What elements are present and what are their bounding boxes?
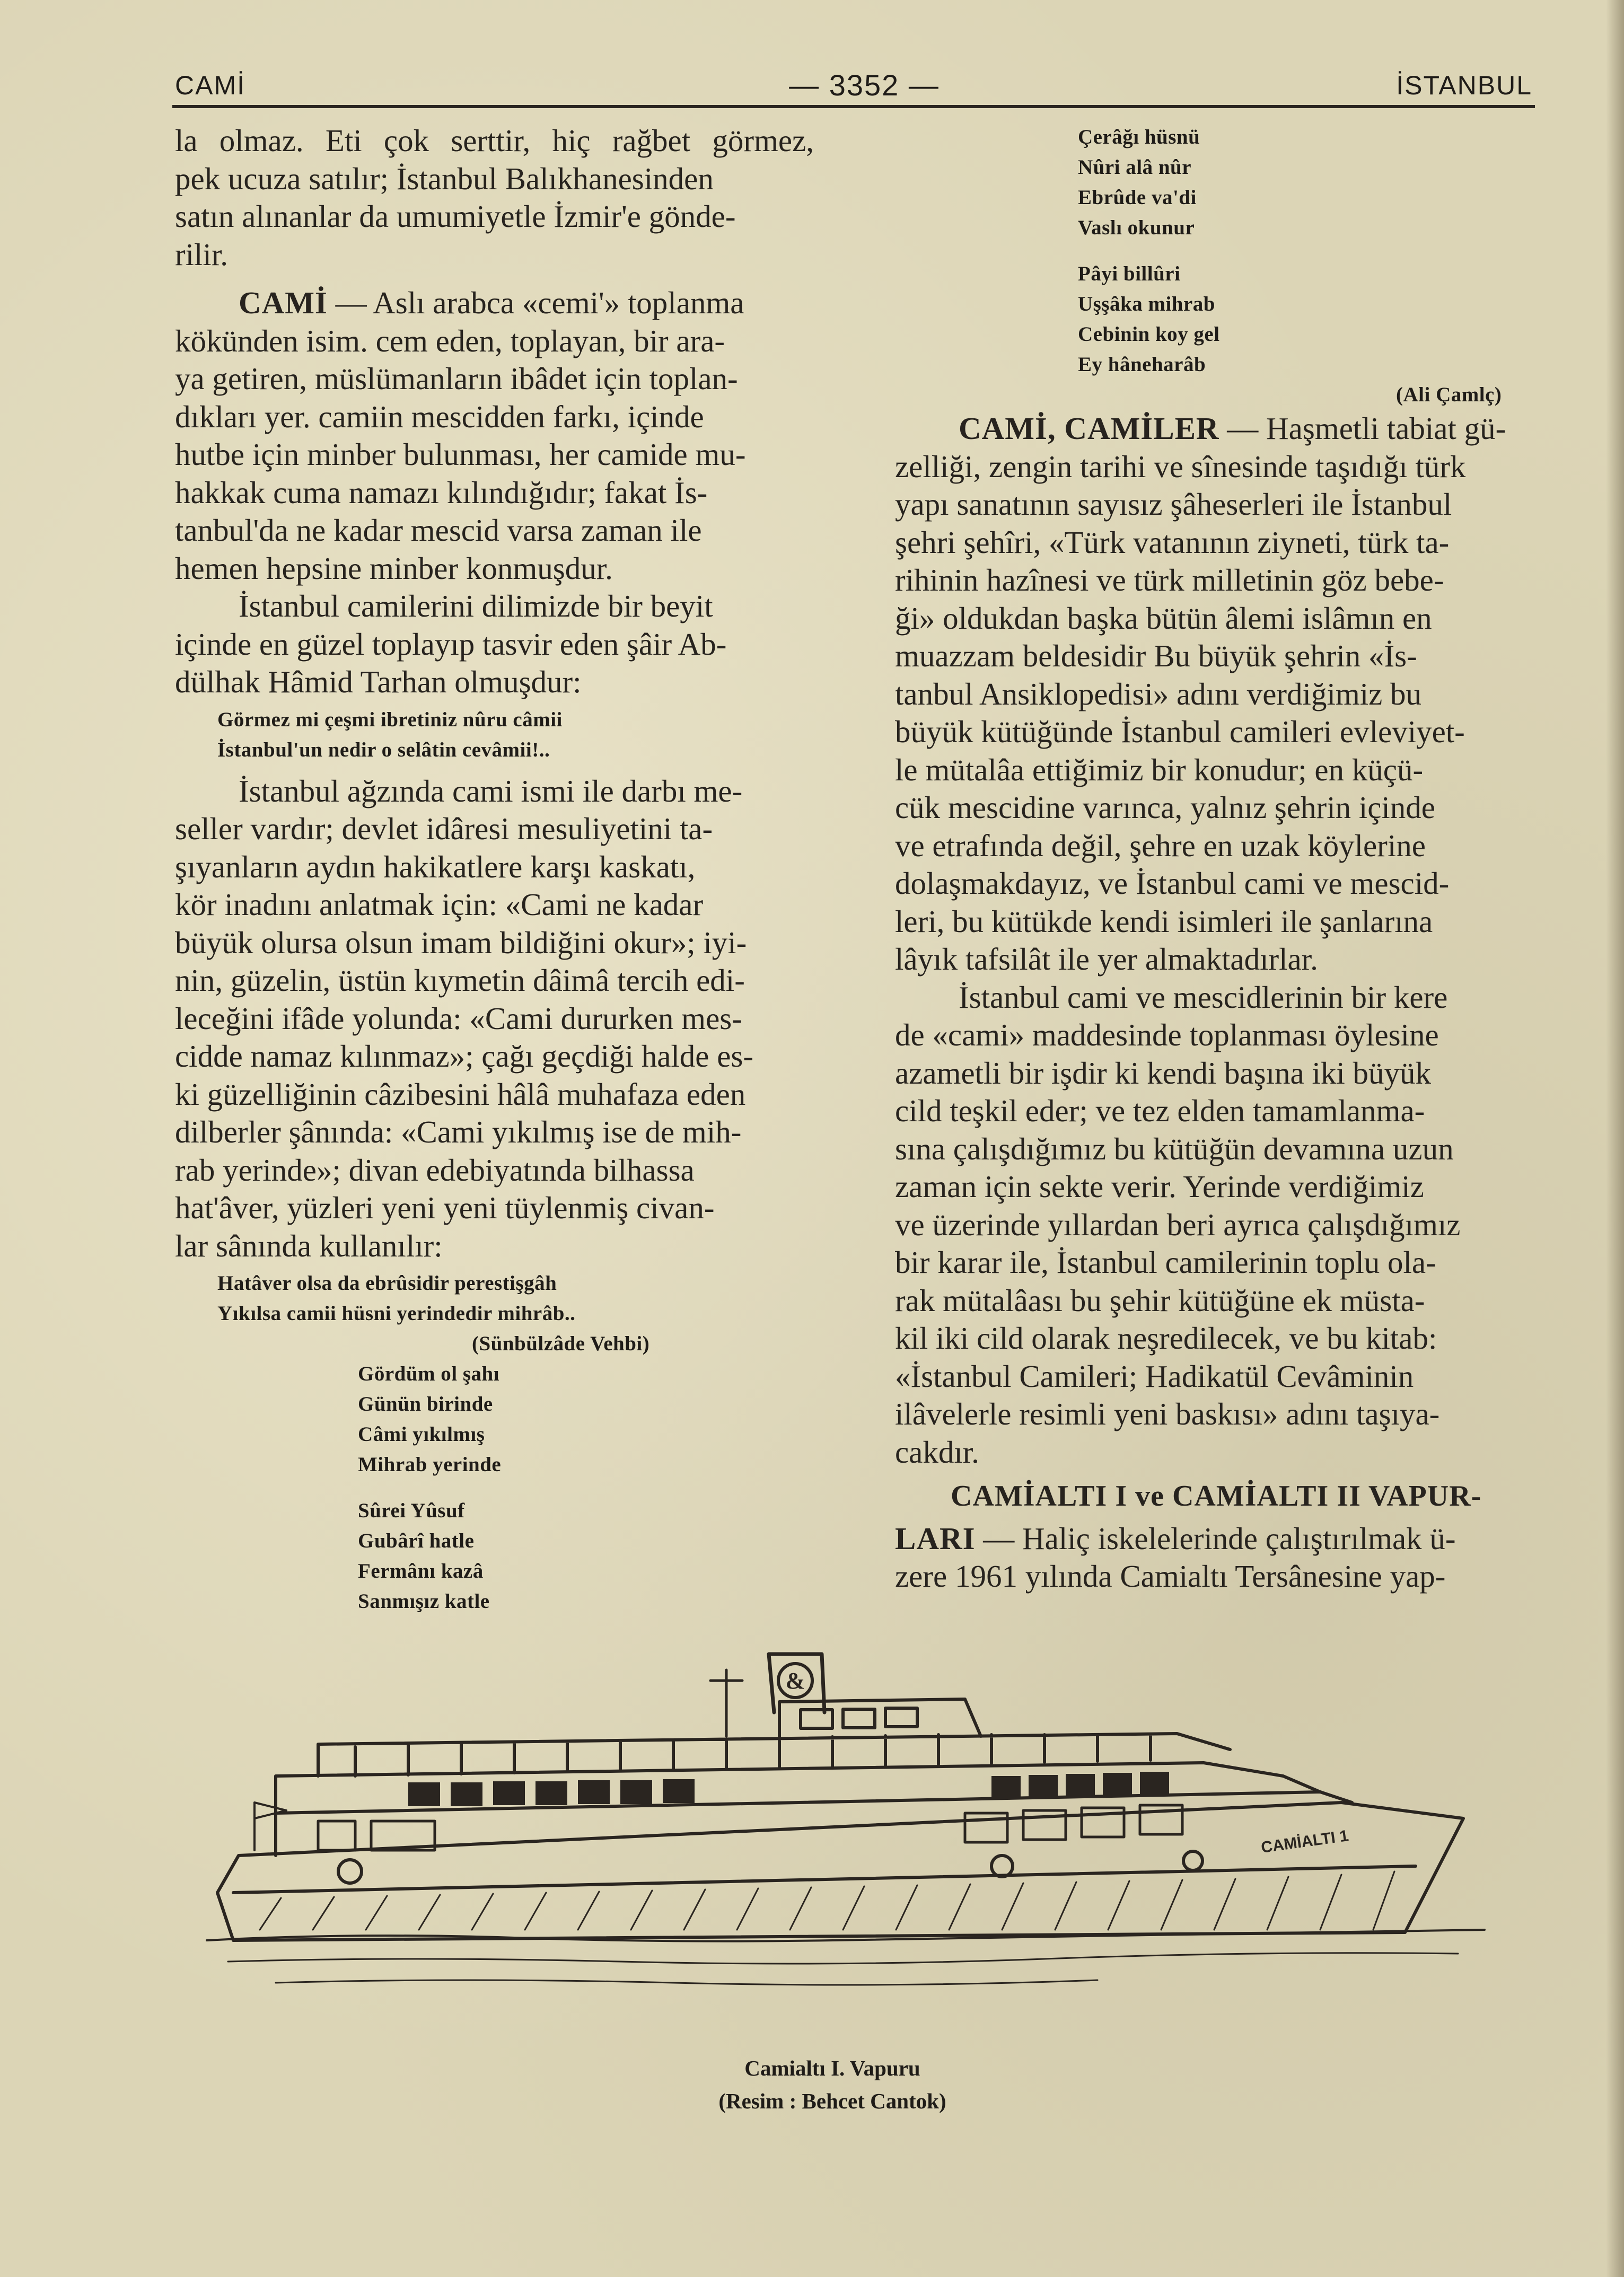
verse-line: Fermânı kazâ <box>358 1560 484 1583</box>
paragraph-beyit-intro <box>175 587 814 701</box>
text-line: leceğini ifâde yolunda: «Cami dururken mes- <box>175 1000 742 1036</box>
verse-line: Yıkılsa camii hüsni yerindedir mihrâb.. <box>217 1302 576 1325</box>
paragraph-cami-camiler <box>895 410 1537 979</box>
text-line: nin, güzelin, üstün kıymetin dâimâ tercih edi- <box>175 963 745 998</box>
paragraph-cami-definition <box>175 284 814 587</box>
text-line: — Haliç iskelelerinde çalıştırılmak ü- <box>975 1520 1456 1556</box>
text-line: cakdır. <box>895 1434 979 1470</box>
text-line: pek ucuza satılır; İstanbul Balıkhanesinden <box>175 161 714 196</box>
left-column <box>175 122 814 1616</box>
figure-caption <box>716 2052 949 2117</box>
text-line: — Haşmetli tabiat gü- <box>1219 411 1506 446</box>
page-edge-shadow <box>1606 0 1624 2277</box>
text-line: tanbul'da ne kadar mescid varsa zaman ile <box>175 513 702 548</box>
text-line: ilâvelerle resimli yeni baskısı» adını taşıya- <box>895 1396 1440 1431</box>
verse-line: Çerâğı hüsnü <box>1078 126 1200 148</box>
text-line: ve etrafında değil, şehre en uzak köylerine <box>895 828 1426 863</box>
verse-author: (Ali Çamlç) <box>1396 383 1502 406</box>
text-line: büyük olursa olsun imam bildiğini okur»; iyi- <box>175 925 747 960</box>
verse-line: Görmez mi çeşmi ibretiniz nûru câmii <box>217 708 563 731</box>
entry-term: CAMİ, CAMİLER <box>959 411 1219 446</box>
verse-line: Hatâver olsa da ebrûsidir perestişgâh <box>217 1272 557 1295</box>
text-line: azametli bir işdir ki kendi başına iki büyük <box>895 1055 1431 1091</box>
entry-heading: CAMİALTI I ve CAMİALTI II VAPUR- <box>951 1480 1482 1513</box>
paragraph-proverbs <box>175 772 814 1265</box>
paragraph-camialti <box>895 1478 1537 1596</box>
verse-line: Ey hâneharâb <box>1078 353 1206 376</box>
caption-title: Camialtı I. Vapuru <box>744 2056 920 2080</box>
text-line: rab yerinde»; divan edebiyatında bilhassa <box>175 1152 695 1188</box>
right-column <box>895 122 1537 1596</box>
verse-line: Sûrei Yûsuf <box>358 1499 465 1522</box>
page-number: — 3352 — <box>789 68 940 102</box>
text-line: kör inadını anlatmak için: «Cami ne kadar <box>175 887 704 922</box>
text-line: cük mescidine varınca, yalnız şehrin içinde <box>895 790 1435 825</box>
verse-line: İstanbul'un nedir o selâtin cevâmii!.. <box>217 738 550 761</box>
verse-line: Câmi yıkılmış <box>358 1423 485 1446</box>
text-line: kil iki cild olarak neşredilecek, ve bu kitab: <box>895 1321 1437 1356</box>
text-line: lar sânında kullanılır: <box>175 1228 443 1263</box>
text-line: İstanbul cami ve mescidlerinin bir kere <box>959 979 1448 1015</box>
verse-line: Vaslı okunur <box>1078 216 1195 239</box>
text-line: rilir. <box>175 236 228 272</box>
text-line: hat'âver, yüzleri yeni yeni tüylenmiş civan- <box>175 1190 715 1225</box>
text-line: satın alınanlar da umumiyetle İzmir'e gönde- <box>175 199 736 234</box>
text-line: lâyık tafsilât ile yer almaktadırlar. <box>895 942 1318 977</box>
verse-line: Günün birinde <box>358 1393 493 1416</box>
text-line: kökünden isim. cem eden, toplayan, bir ara- <box>175 323 725 358</box>
text-line: la olmaz. Eti çok serttir, hiç rağbet görmez, <box>175 123 814 158</box>
text-line: bir karar ile, İstanbul camilerinin toplu ola- <box>895 1245 1436 1280</box>
ship-name-label: CAMİALTI 1 <box>1260 1827 1350 1857</box>
text-line: İstanbul ağzında cami ismi ile darbı me- <box>239 773 743 808</box>
verse-line: Uşşâka mihrab <box>1078 293 1215 315</box>
verse-author: (Sünbülzâde Vehbi) <box>472 1332 650 1355</box>
text-line: şehri şehîri, «Türk vatanının ziyneti, türk ta- <box>895 524 1450 560</box>
running-header <box>175 63 1532 110</box>
text-line: sına çalışdığımız bu kütüğün devamına uzun <box>895 1131 1454 1166</box>
verse-line: Gördüm ol şahı <box>358 1362 500 1385</box>
verse-line: Mihrab yerinde <box>358 1453 502 1476</box>
verse-surei-yusuf <box>358 1496 814 1616</box>
text-line: leri, bu kütükde kendi isimleri ile şanlarına <box>895 903 1433 939</box>
text-line: şıyanların aydın hakikatlere karşı kaskatı, <box>175 849 696 884</box>
funnel-mark: & <box>785 1668 805 1694</box>
text-line: muazzam beldesidir Bu büyük şehrin «İs- <box>895 638 1417 673</box>
verse-gordum <box>358 1359 814 1480</box>
text-line: ve üzerinde yıllardan beri ayrıca çalışdığımız <box>895 1207 1461 1242</box>
ferry-illustration <box>196 1643 1506 2015</box>
text-line: hutbe için minber bulunması, her camide mu- <box>175 437 746 472</box>
verse-line: Sanmışız katle <box>358 1590 490 1613</box>
text-line: — Aslı arabca «cemi'» toplanma <box>327 285 744 320</box>
text-line: seller vardır; devlet idâresi mesuliyetini ta- <box>175 811 713 846</box>
text-line: ya getiren, müslümanların ibâdet için toplan- <box>175 361 738 396</box>
text-line: zere 1961 yılında Camialtı Tersânesine yap- <box>895 1559 1446 1594</box>
text-line: zelliği, zengin tarihi ve sînesinde taşıdığı türk <box>895 449 1466 484</box>
text-line: dıkları yer. camiin mescidden farkı, içinde <box>175 399 704 434</box>
verse-line: Gubârî hatle <box>358 1529 475 1552</box>
verse-line: Ebrûde va'di <box>1078 186 1197 209</box>
paragraph-balik <box>175 122 814 274</box>
verse-line: Cebinin koy gel <box>1078 323 1220 346</box>
header-right-title: İSTANBUL <box>1396 71 1532 100</box>
text-line: yapı sanatının sayısız şâheserleri ile İstanbul <box>895 487 1452 522</box>
text-line: «İstanbul Camileri; Hadikatül Cevâminin <box>895 1358 1414 1394</box>
text-line: içinde en güzel toplayıp tasvir eden şâir Ab- <box>175 626 727 662</box>
entry-term: CAMİ <box>239 285 328 320</box>
entry-term: LARI <box>895 1520 976 1556</box>
verse-vehbi <box>217 1268 814 1359</box>
paragraph-cami-volumes <box>895 979 1537 1472</box>
text-line: cidde namaz kılınmaz»; çağı geçdiği halde es- <box>175 1039 754 1074</box>
text-line: büyük kütüğünde İstanbul camileri evleviyet- <box>895 714 1465 749</box>
text-line: de «cami» maddesinde toplanması öylesine <box>895 1017 1439 1052</box>
verse-hamid <box>217 705 814 765</box>
text-line: İstanbul camilerini dilimizde bir beyit <box>239 588 713 623</box>
text-line: rihinin hazînesi ve türk milletinin göz bebe- <box>895 562 1444 597</box>
verse-cerag <box>1078 122 1537 243</box>
caption-credit: (Resim : Behcet Cantok) <box>718 2089 946 2113</box>
text-line: ki güzelliğinin câzibesini hâlâ muhafaza eden <box>175 1076 746 1112</box>
verse-line: Pâyi billûri <box>1078 262 1181 285</box>
header-left-entry: CAMİ <box>175 71 245 100</box>
text-line: dülhak Hâmid Tarhan olmuşdur: <box>175 664 582 699</box>
text-line: tanbul Ansiklopedisi» adını verdiğimiz bu <box>895 676 1422 711</box>
text-line: zaman için sekte verir. Yerinde verdiğimiz <box>895 1169 1424 1204</box>
header-rule <box>172 105 1535 108</box>
text-line: dolaşmakdayız, ve İstanbul cami ve mescid- <box>895 866 1450 901</box>
text-line: dilberler şânında: «Cami yıkılmış ise de mih- <box>175 1114 742 1149</box>
text-line: rak mütalâası bu şehir kütüğüne ek müsta- <box>895 1282 1425 1318</box>
text-line: hemen hepsine minber konmuşdur. <box>175 550 613 586</box>
text-line: ği» oldukdan başka bütün âlemi islâmın en <box>895 600 1432 636</box>
text-line: hakkak cuma namazı kılındığıdır; fakat İs- <box>175 474 708 510</box>
text-line: le mütalâa ettiğimiz bir konudur; en küçü- <box>895 752 1424 787</box>
verse-payi-billuri <box>1078 259 1537 410</box>
verse-line: Nûri alâ nûr <box>1078 156 1192 179</box>
text-line: cild teşkil eder; ve tez elden tamamlanma- <box>895 1093 1425 1128</box>
